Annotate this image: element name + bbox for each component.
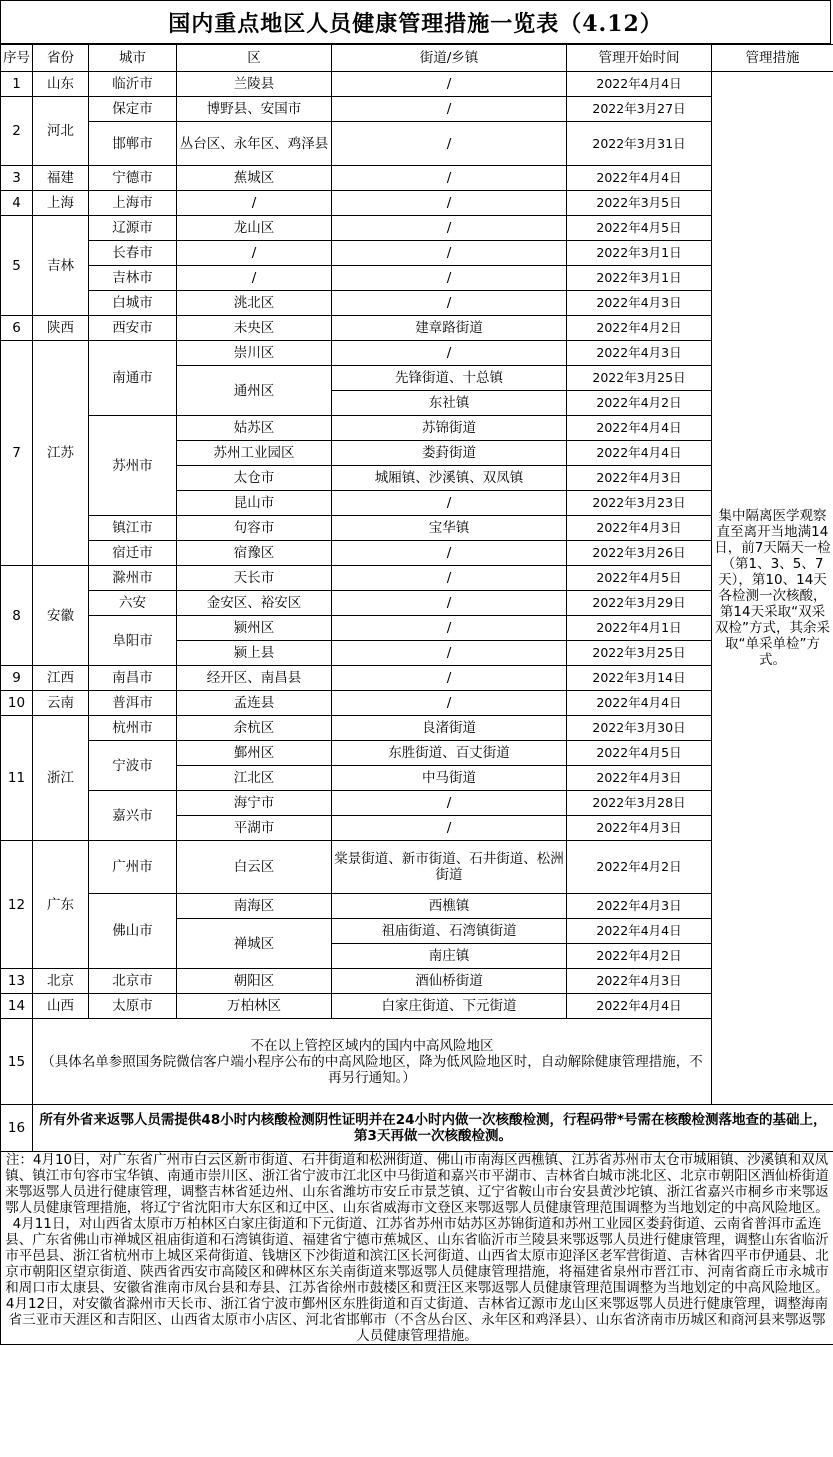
start-date-cell: 2022年4月4日 [567, 919, 712, 944]
street-cell: / [332, 491, 567, 516]
start-date-cell: 2022年4月3日 [567, 341, 712, 366]
table-row [1, 416, 833, 441]
start-date-cell: 2022年4月2日 [567, 944, 712, 969]
row-number: 9 [1, 666, 33, 691]
table-row [1, 341, 833, 366]
street-cell: 西樵镇 [332, 894, 567, 919]
district-cell: / [177, 241, 332, 266]
district-cell: 太仓市 [177, 466, 332, 491]
start-date-cell: 2022年4月3日 [567, 291, 712, 316]
column-header: 管理措施 [712, 45, 833, 72]
start-date-cell: 2022年3月29日 [567, 591, 712, 616]
table-row [1, 216, 833, 241]
document-title: 国内重点地区人员健康管理措施一览表（4.12） [0, 0, 831, 44]
row-number: 2 [1, 97, 33, 166]
start-date-cell: 2022年4月4日 [567, 72, 712, 97]
district-cell: 平湖市 [177, 816, 332, 841]
row-number: 7 [1, 341, 33, 566]
start-date-cell: 2022年4月5日 [567, 566, 712, 591]
other-risk-areas-heading: 不在以上管控区域内的国内中高风险地区 [250, 1037, 494, 1054]
street-cell: / [332, 791, 567, 816]
street-cell: 白家庄街道、下元街道 [332, 994, 567, 1019]
street-cell: / [332, 97, 567, 122]
start-date-cell: 2022年4月5日 [567, 216, 712, 241]
table-row [1, 666, 833, 691]
city-cell: 南昌市 [89, 666, 177, 691]
table-row [1, 741, 833, 766]
other-risk-areas-cell [33, 1019, 712, 1105]
province-cell: 云南 [33, 691, 89, 716]
city-cell: 吉林市 [89, 266, 177, 291]
table-row [1, 894, 833, 919]
table-row [1, 716, 833, 741]
city-cell: 杭州市 [89, 716, 177, 741]
city-cell: 太原市 [89, 994, 177, 1019]
city-cell: 阜阳市 [89, 616, 177, 666]
start-date-cell: 2022年4月4日 [567, 441, 712, 466]
city-cell: 保定市 [89, 97, 177, 122]
district-cell: 朝阳区 [177, 969, 332, 994]
table-row [1, 994, 833, 1019]
district-cell: 蕉城区 [177, 166, 332, 191]
city-cell: 邯郸市 [89, 122, 177, 166]
health-measures-table [0, 44, 833, 1345]
table-row [1, 166, 833, 191]
start-date-cell: 2022年3月28日 [567, 791, 712, 816]
table-row [1, 841, 833, 894]
start-date-cell: 2022年3月31日 [567, 122, 712, 166]
start-date-cell: 2022年4月3日 [567, 516, 712, 541]
column-header: 管理开始时间 [567, 45, 712, 72]
row-number: 3 [1, 166, 33, 191]
street-cell: 良渚街道 [332, 716, 567, 741]
street-cell: / [332, 122, 567, 166]
row-number: 11 [1, 716, 33, 841]
table-row [1, 516, 833, 541]
row-number: 12 [1, 841, 33, 969]
street-cell: / [332, 691, 567, 716]
district-cell: 丛台区、永年区、鸡泽县 [177, 122, 332, 166]
table-row [1, 691, 833, 716]
city-cell: 普洱市 [89, 691, 177, 716]
table-row [1, 316, 833, 341]
street-cell: / [332, 591, 567, 616]
province-cell: 安徽 [33, 566, 89, 666]
district-cell: 兰陵县 [177, 72, 332, 97]
city-cell: 白城市 [89, 291, 177, 316]
start-date-cell: 2022年3月1日 [567, 241, 712, 266]
start-date-cell: 2022年4月4日 [567, 416, 712, 441]
row-number: 4 [1, 191, 33, 216]
district-cell: 昆山市 [177, 491, 332, 516]
city-cell: 滁州市 [89, 566, 177, 591]
table-row [1, 191, 833, 216]
district-cell: 姑苏区 [177, 416, 332, 441]
district-cell: 南海区 [177, 894, 332, 919]
row-number: 8 [1, 566, 33, 666]
district-cell: 博野县、安国市 [177, 97, 332, 122]
start-date-cell: 2022年4月3日 [567, 466, 712, 491]
city-cell: 嘉兴市 [89, 791, 177, 841]
table-row [1, 97, 833, 122]
city-cell: 苏州市 [89, 416, 177, 516]
table-row [1, 291, 833, 316]
start-date-cell: 2022年4月5日 [567, 741, 712, 766]
district-cell: 鄞州区 [177, 741, 332, 766]
city-cell: 宁波市 [89, 741, 177, 791]
street-cell: / [332, 216, 567, 241]
row-number: 10 [1, 691, 33, 716]
table-row [1, 241, 833, 266]
start-date-cell: 2022年3月26日 [567, 541, 712, 566]
district-cell: 天长市 [177, 566, 332, 591]
street-cell: / [332, 291, 567, 316]
city-cell: 北京市 [89, 969, 177, 994]
district-cell: 苏州工业园区 [177, 441, 332, 466]
province-cell: 江苏 [33, 341, 89, 566]
district-cell: 经开区、南昌县 [177, 666, 332, 691]
street-cell: / [332, 72, 567, 97]
city-cell: 广州市 [89, 841, 177, 894]
start-date-cell: 2022年3月23日 [567, 491, 712, 516]
note-text: 注：4月10日，对广东省广州市白云区新市街道、石井街道和松洲街道、佛山市南海区西樵镇、江苏省苏州市太仓市城厢镇、沙溪镇和双凤镇、镇江市句容市宝华镇、南通市崇川区、浙江省宁波市江北区中马街道和嘉兴市平湖市、吉林省白城市洮北区、北京市朝阳区酒仙桥街道来鄂返鄂人员进行健康管理，调整吉林省延边州、山东省潍坊市安丘市景芝镇、辽宁省鞍山市台安县黄沙坨镇、浙江省嘉兴市桐乡市来鄂返鄂人员健康管理措施，将辽宁省沈阳市大东区和辽中区、山东省威海市文登区来鄂返鄂人员健康管理范围调整为当地划定的中高风险地区。4月11日，对山西省太原市万柏林区白家庄街道和下元街道、江苏省苏州市姑苏区苏锦街道和苏州工业园区娄葑街道、云南省普洱市孟连县、广东省佛山市禅城区祖庙街道和石湾镇街道、福建省宁德市蕉城区、山东省临沂市兰陵县来鄂返鄂人员进行健康管理，调整山东省临沂市平邑县、浙江省杭州市上城区采荷街道、钱塘区下沙街道和滨江区长河街道、山西省太原市迎泽区老军营街道、吉林省四平市伊通县、北京市朝阳区望京街道、陕西省西安市高陵区和碑林区东关南街道来鄂返鄂人员健康管理措施，将福建省泉州市晋江市、河南省商丘市永城市和周口市太康县、安徽省淮南市凤台县和寿县、江苏省徐州市鼓楼区和贾汪区来鄂返鄂人员健康管理范围调整为当地划定的中高风险地区。4月12日，对安徽省滁州市天长市、浙江省宁波市鄞州区东胜街道和百丈街道、吉林省辽源市龙山区来鄂返鄂人员进行健康管理，调整海南省三亚市天涯区和吉阳区、山西省太原市小店区、河北省邯郸市（不含丛台区、永年区和鸡泽县）、山东省济南市历城区和商河县来鄂返鄂人员健康管理措施。 [1, 1152, 833, 1345]
table-row [1, 266, 833, 291]
start-date-cell: 2022年4月3日 [567, 969, 712, 994]
street-cell: 城厢镇、沙溪镇、双凤镇 [332, 466, 567, 491]
province-cell: 陕西 [33, 316, 89, 341]
street-cell: 棠景街道、新市街道、石井街道、松洲街道 [332, 841, 567, 894]
start-date-cell: 2022年3月30日 [567, 716, 712, 741]
column-header: 街道/乡镇 [332, 45, 567, 72]
district-cell: 余杭区 [177, 716, 332, 741]
table-row [1, 541, 833, 566]
province-cell: 广东 [33, 841, 89, 969]
street-cell: 建章路街道 [332, 316, 567, 341]
city-cell: 宿迁市 [89, 541, 177, 566]
province-cell: 吉林 [33, 216, 89, 316]
row-number: 1 [1, 72, 33, 97]
start-date-cell: 2022年3月1日 [567, 266, 712, 291]
district-cell: 洮北区 [177, 291, 332, 316]
start-date-cell: 2022年4月4日 [567, 166, 712, 191]
district-cell: 句容市 [177, 516, 332, 541]
province-cell: 上海 [33, 191, 89, 216]
district-cell: 孟连县 [177, 691, 332, 716]
street-cell: 南庄镇 [332, 944, 567, 969]
district-cell: 宿豫区 [177, 541, 332, 566]
street-cell: / [332, 641, 567, 666]
table-body [1, 45, 833, 1345]
start-date-cell: 2022年4月3日 [567, 816, 712, 841]
start-date-cell: 2022年4月4日 [567, 691, 712, 716]
row-number: 14 [1, 994, 33, 1019]
city-cell: 临沂市 [89, 72, 177, 97]
district-cell: / [177, 191, 332, 216]
district-cell: 万柏林区 [177, 994, 332, 1019]
province-cell: 浙江 [33, 716, 89, 841]
city-cell: 上海市 [89, 191, 177, 216]
street-cell: 苏锦街道 [332, 416, 567, 441]
other-risk-areas-note: （具体名单参照国务院微信客户端小程序公布的中高风险地区，降为低风险地区时，自动解除健康管理措施，不再另行通知。） [41, 1053, 703, 1086]
start-date-cell: 2022年4月2日 [567, 316, 712, 341]
street-cell: / [332, 666, 567, 691]
start-date-cell: 2022年4月3日 [567, 894, 712, 919]
street-cell: 东胜街道、百丈街道 [332, 741, 567, 766]
start-date-cell: 2022年4月2日 [567, 391, 712, 416]
street-cell: / [332, 616, 567, 641]
row-number: 13 [1, 969, 33, 994]
province-cell: 福建 [33, 166, 89, 191]
column-header: 区 [177, 45, 332, 72]
district-cell: 未央区 [177, 316, 332, 341]
street-cell: / [332, 541, 567, 566]
row-number: 6 [1, 316, 33, 341]
street-cell: / [332, 166, 567, 191]
street-cell: / [332, 816, 567, 841]
district-cell: 通州区 [177, 366, 332, 416]
street-cell: / [332, 191, 567, 216]
column-header: 序号 [1, 45, 33, 72]
row-number: 5 [1, 216, 33, 316]
table-row [1, 791, 833, 816]
district-cell: 禅城区 [177, 919, 332, 969]
district-cell: 江北区 [177, 766, 332, 791]
street-cell: / [332, 241, 567, 266]
row-number: 16 [1, 1105, 33, 1152]
city-cell: 宁德市 [89, 166, 177, 191]
city-cell: 六安 [89, 591, 177, 616]
district-cell: 颍州区 [177, 616, 332, 641]
street-cell: / [332, 266, 567, 291]
province-cell: 江西 [33, 666, 89, 691]
testing-requirement-cell: 所有外省来返鄂人员需提供48小时内核酸检测阴性证明并在24小时内做一次核酸检测，行程码带*号需在核酸检测落地查的基础上，第3天再做一次核酸检测。 [33, 1105, 833, 1152]
province-cell: 河北 [33, 97, 89, 166]
district-cell: 崇川区 [177, 341, 332, 366]
table-row [1, 616, 833, 641]
city-cell: 辽源市 [89, 216, 177, 241]
city-cell: 南通市 [89, 341, 177, 416]
district-cell: 金安区、裕安区 [177, 591, 332, 616]
start-date-cell: 2022年3月14日 [567, 666, 712, 691]
street-cell: 宝华镇 [332, 516, 567, 541]
table-row [1, 591, 833, 616]
start-date-cell: 2022年4月4日 [567, 994, 712, 1019]
city-cell: 镇江市 [89, 516, 177, 541]
table-row [1, 122, 833, 166]
district-cell: 龙山区 [177, 216, 332, 241]
table-row [1, 1105, 833, 1152]
start-date-cell: 2022年4月1日 [567, 616, 712, 641]
province-cell: 北京 [33, 969, 89, 994]
street-cell: 娄葑街道 [332, 441, 567, 466]
note-row [1, 1152, 833, 1345]
street-cell: / [332, 341, 567, 366]
table-row [1, 969, 833, 994]
street-cell: 祖庙街道、石湾镇街道 [332, 919, 567, 944]
district-cell: 白云区 [177, 841, 332, 894]
district-cell: 海宁市 [177, 791, 332, 816]
column-header: 城市 [89, 45, 177, 72]
start-date-cell: 2022年3月5日 [567, 191, 712, 216]
city-cell: 佛山市 [89, 894, 177, 969]
street-cell: / [332, 566, 567, 591]
city-cell: 长春市 [89, 241, 177, 266]
street-cell: 酒仙桥街道 [332, 969, 567, 994]
street-cell: 先锋街道、十总镇 [332, 366, 567, 391]
street-cell: 东社镇 [332, 391, 567, 416]
start-date-cell: 2022年4月2日 [567, 841, 712, 894]
district-cell: 颍上县 [177, 641, 332, 666]
row-number: 15 [1, 1019, 33, 1105]
start-date-cell: 2022年3月25日 [567, 641, 712, 666]
table-header-row [1, 45, 833, 72]
table-row [1, 72, 833, 97]
street-cell: 中马街道 [332, 766, 567, 791]
table-row [1, 1019, 833, 1105]
start-date-cell: 2022年4月3日 [567, 766, 712, 791]
city-cell: 西安市 [89, 316, 177, 341]
district-cell: / [177, 266, 332, 291]
management-measures-cell: 集中隔离医学观察直至离开当地满14日，前7天隔天一检（第1、3、5、7天），第10、14天各检测一次核酸，第14天采取“双采双检”方式，其余采取“单采单检”方式。 [712, 72, 833, 1105]
start-date-cell: 2022年3月27日 [567, 97, 712, 122]
province-cell: 山东 [33, 72, 89, 97]
province-cell: 山西 [33, 994, 89, 1019]
start-date-cell: 2022年3月25日 [567, 366, 712, 391]
column-header: 省份 [33, 45, 89, 72]
table-row [1, 566, 833, 591]
